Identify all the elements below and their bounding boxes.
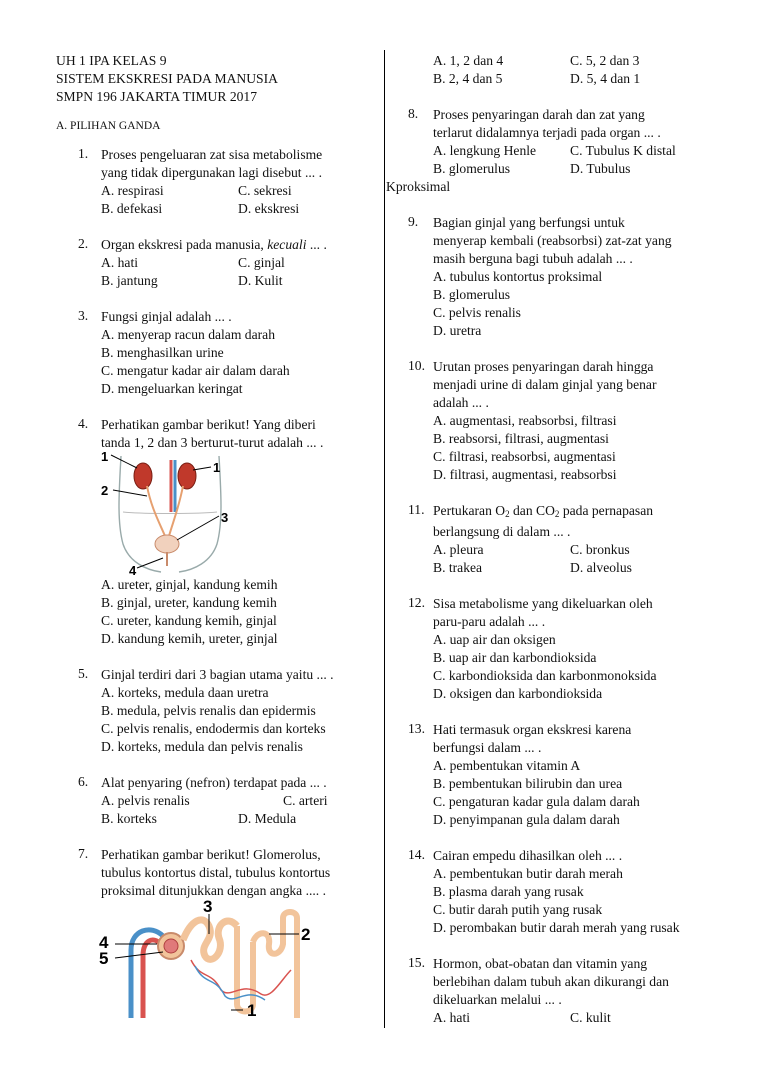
option-d[interactable]: D. alveolus (570, 560, 632, 575)
option-a[interactable]: A. pleura (433, 542, 484, 557)
question-number: 14. (408, 847, 425, 862)
option-a[interactable]: A. korteks, medula daan uretra (101, 685, 269, 700)
section-title: A. PILIHAN GANDA (56, 120, 161, 132)
option-d[interactable]: D. perombakan butir darah merah yang rusak (433, 920, 680, 935)
question-9 (408, 214, 728, 340)
option-d[interactable]: D. kandung kemih, ureter, ginjal (101, 631, 278, 646)
figure-label: 1 (101, 452, 109, 464)
option-a[interactable]: A. pembentukan vitamin A (433, 758, 581, 773)
option-b[interactable]: B. korteks (101, 811, 157, 826)
option-c[interactable]: C. bronkus (570, 542, 630, 557)
question-7-options (408, 52, 728, 88)
question-stem: dikeluarkan melalui ... . (433, 992, 562, 1007)
option-d[interactable]: D. Medula (238, 811, 297, 826)
option-d[interactable]: D. korteks, medula dan pelvis renalis (101, 739, 303, 754)
question-6 (56, 774, 374, 828)
question-number: 6. (78, 774, 89, 789)
question-10 (408, 358, 728, 484)
exam-title: UH 1 IPA KELAS 9 (56, 53, 167, 68)
option-d[interactable]: D. Tubulus (570, 161, 631, 176)
question-13 (408, 721, 728, 829)
question-1 (56, 146, 374, 218)
question-number: 9. (408, 214, 419, 229)
question-15 (408, 955, 728, 1027)
option-c[interactable]: C. sekresi (238, 183, 292, 198)
column-divider (384, 50, 385, 1028)
option-b[interactable]: B. jantung (101, 273, 158, 288)
question-number: 3. (78, 308, 89, 323)
option-d[interactable]: D. mengeluarkan keringat (101, 381, 243, 396)
option-c[interactable]: C. ginjal (238, 255, 285, 270)
question-5 (56, 666, 374, 756)
option-c[interactable]: C. arteri (283, 793, 328, 808)
question-number: 5. (78, 666, 89, 681)
question-2 (56, 236, 374, 290)
figure-label: 2 (301, 925, 311, 944)
option-b[interactable]: B. glomerulus (433, 287, 511, 302)
option-a[interactable]: A. tubulus kontortus proksimal (433, 269, 603, 284)
question-stem: Sisa metabolisme yang dikeluarkan oleh (433, 596, 653, 611)
question-stem: berfungsi dalam ... . (433, 740, 542, 755)
option-c[interactable]: C. ureter, kandung kemih, ginjal (101, 613, 277, 628)
option-d[interactable]: D. penyimpanan gula dalam darah (433, 812, 620, 827)
option-overflow-text: Kproksimal (386, 179, 451, 194)
question-number: 11. (408, 502, 425, 517)
question-stem: Perhatikan gambar berikut! Yang diberi (101, 417, 316, 432)
right-column (386, 52, 728, 1045)
question-stem: Urutan proses penyaringan darah hingga (433, 359, 654, 374)
question-11 (408, 502, 728, 577)
option-c[interactable]: C. 5, 2 dan 3 (570, 53, 640, 68)
option-b[interactable]: B. menghasilkan urine (101, 345, 224, 360)
option-a[interactable]: A. augmentasi, reabsorbsi, filtrasi (433, 413, 617, 428)
question-stem: menyerap kembali (reabsorbsi) zat-zat yang (433, 233, 672, 248)
option-c[interactable]: C. Tubulus K distal (570, 143, 676, 158)
question-stem: Proses penyaringan darah dan zat yang (433, 107, 645, 122)
option-c[interactable]: C. pelvis renalis, endodermis dan korteks (101, 721, 326, 736)
question-number: 8. (408, 106, 419, 121)
question-stem: masih berguna bagi tubuh adalah ... . (433, 251, 633, 266)
question-stem: berlebihan dalam tubuh akan dikurangi dan (433, 974, 669, 989)
question-stem: Organ ekskresi pada manusia, kecuali ... . (101, 237, 327, 252)
option-d[interactable]: D. filtrasi, augmentasi, reabsorbsi (433, 467, 617, 482)
figure-label: 4 (129, 563, 137, 576)
question-stem: Ginjal terdiri dari 3 bagian utama yaitu ... . (101, 667, 334, 682)
question-number: 7. (78, 846, 89, 861)
option-b[interactable]: B. trakea (433, 560, 483, 575)
figure-label: 3 (203, 900, 213, 916)
question-stem: berlangsung di dalam ... . (433, 524, 571, 539)
option-c[interactable]: C. karbondioksida dan karbonmonoksida (433, 668, 657, 683)
question-stem: tubulus kontortus distal, tubulus kontortus (101, 865, 331, 880)
figure-label: 5 (99, 949, 109, 968)
option-c[interactable]: C. pengaturan kadar gula dalam darah (433, 794, 640, 809)
question-number: 13. (408, 721, 425, 736)
option-b[interactable]: B. defekasi (101, 201, 163, 216)
question-3 (56, 308, 374, 398)
question-stem: Cairan empedu dihasilkan oleh ... . (433, 848, 623, 863)
question-7 (56, 846, 374, 1018)
option-a[interactable]: A. hati (101, 255, 138, 270)
option-b[interactable]: B. pembentukan bilirubin dan urea (433, 776, 623, 791)
question-stem: Bagian ginjal yang berfungsi untuk (433, 215, 625, 230)
option-c[interactable]: C. kulit (570, 1010, 611, 1025)
question-4 (56, 416, 374, 648)
option-a[interactable]: A. menyerap racun dalam darah (101, 327, 275, 342)
option-b[interactable]: B. reabsorsi, filtrasi, augmentasi (433, 431, 609, 446)
left-column (56, 52, 374, 1036)
option-d[interactable]: D. oksigen dan karbondioksida (433, 686, 603, 701)
question-stem: Alat penyaring (nefron) terdapat pada ... . (101, 775, 327, 790)
option-a[interactable]: A. pelvis renalis (101, 793, 190, 808)
question-stem: menjadi urine di dalam ginjal yang benar (433, 377, 657, 392)
option-b[interactable]: B. medula, pelvis renalis dan epidermis (101, 703, 316, 718)
question-stem: terlarut didalamnya terjadi pada organ ... . (433, 125, 661, 140)
option-a[interactable]: A. hati (433, 1010, 470, 1025)
figure-label: 2 (101, 483, 109, 498)
option-c[interactable]: C. butir darah putih yang rusak (433, 902, 603, 917)
question-number: 1. (78, 146, 89, 161)
option-a[interactable]: A. 1, 2 dan 4 (433, 53, 504, 68)
question-stem: tanda 1, 2 dan 3 berturut-turut adalah ... . (101, 435, 324, 450)
figure-label: 1 (213, 460, 221, 475)
option-b[interactable]: B. uap air dan karbondioksida (433, 650, 597, 665)
exam-school: SMPN 196 JAKARTA TIMUR 2017 (56, 89, 258, 104)
option-b[interactable]: B. glomerulus (433, 161, 511, 176)
option-c[interactable]: C. pelvis renalis (433, 305, 521, 320)
question-stem: Hormon, obat-obatan dan vitamin yang (433, 956, 648, 971)
question-stem: adalah ... . (433, 395, 489, 410)
question-12 (408, 595, 728, 703)
question-stem: paru-paru adalah ... . (433, 614, 546, 629)
question-14 (408, 847, 728, 937)
question-number: 4. (78, 416, 89, 431)
urinary-system-diagram-icon (101, 452, 251, 576)
nephron-diagram-icon (91, 900, 311, 1018)
question-stem: Fungsi ginjal adalah ... . (101, 309, 232, 324)
figure-label: 4 (99, 933, 109, 952)
option-b[interactable]: B. 2, 4 dan 5 (433, 71, 503, 86)
question-number: 10. (408, 358, 425, 373)
option-b[interactable]: B. plasma darah yang rusak (433, 884, 584, 899)
option-a[interactable]: A. uap air dan oksigen (433, 632, 556, 647)
question-stem: Hati termasuk organ ekskresi karena (433, 722, 632, 737)
figure-label: 3 (221, 510, 229, 525)
question-stem: Pertukaran $O_2$ dan $CO_2$ pada pernapasan (433, 503, 654, 519)
option-a[interactable]: A. ureter, ginjal, kandung kemih (101, 577, 278, 592)
question-stem: Proses pengeluaran zat sisa metabolisme (101, 147, 323, 162)
option-b[interactable]: B. ginjal, ureter, kandung kemih (101, 595, 277, 610)
option-d[interactable]: D. 5, 4 dan 1 (570, 71, 641, 86)
question-number: 15. (408, 955, 425, 970)
option-a[interactable]: A. respirasi (101, 183, 164, 198)
option-a[interactable]: A. pembentukan butir darah merah (433, 866, 623, 881)
exam-subject: SISTEM EKSKRESI PADA MANUSIA (56, 71, 278, 86)
option-d[interactable]: D. Kulit (238, 273, 283, 288)
question-8 (386, 106, 728, 196)
question-stem: Perhatikan gambar berikut! Glomerolus, (101, 847, 321, 862)
option-c[interactable]: C. mengatur kadar air dalam darah (101, 363, 290, 378)
option-c[interactable]: C. filtrasi, reabsorbsi, augmentasi (433, 449, 616, 464)
question-stem: yang tidak dipergunakan lagi disebut ... . (101, 165, 322, 180)
question-number: 2. (78, 236, 89, 251)
option-d[interactable]: D. ekskresi (238, 201, 300, 216)
option-a[interactable]: A. lengkung Henle (433, 143, 537, 158)
figure-label: 1 (247, 1001, 257, 1018)
option-d[interactable]: D. uretra (433, 323, 482, 338)
question-stem: proksimal ditunjukkan dengan angka .... . (101, 883, 327, 898)
question-number: 12. (408, 595, 425, 610)
